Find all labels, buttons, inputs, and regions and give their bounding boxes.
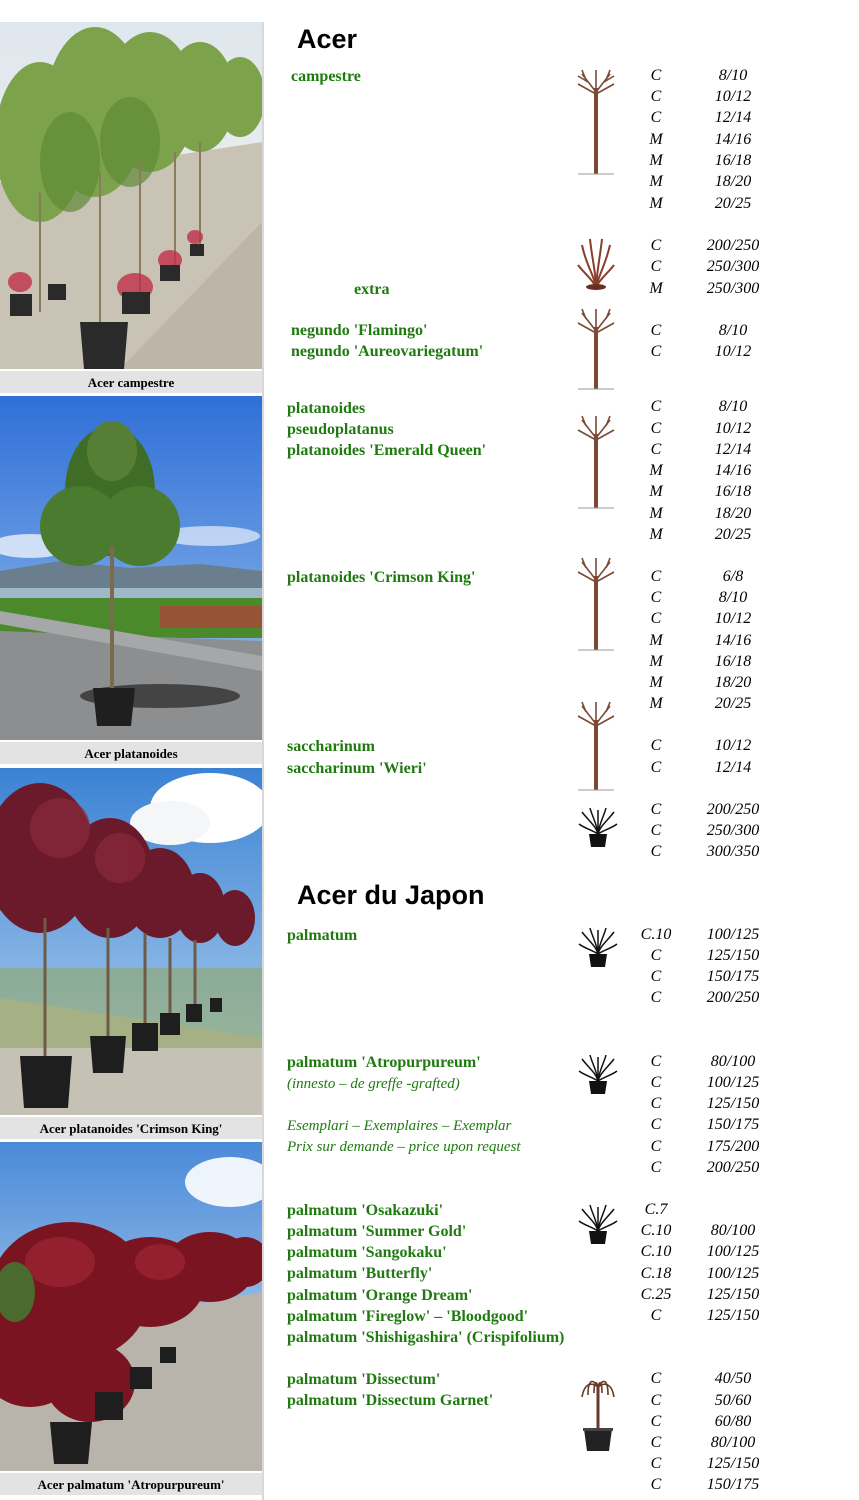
potted-shrub-icon bbox=[578, 1053, 618, 1100]
pot-code: C bbox=[650, 1434, 662, 1451]
pot-code: M bbox=[649, 674, 663, 691]
pot-code: C bbox=[650, 441, 662, 458]
variety-name: palmatum bbox=[287, 927, 358, 944]
specimen-note: Esemplari – Exemplaires – Exemplar bbox=[287, 1118, 512, 1134]
potted-shrub-icon bbox=[578, 806, 618, 853]
pot-code: M bbox=[649, 462, 663, 479]
size-range: 16/18 bbox=[714, 483, 752, 500]
variety-name: palmatum 'Sangokaku' bbox=[287, 1244, 447, 1261]
pot-code: C bbox=[650, 258, 662, 275]
pot-code: C bbox=[650, 1095, 662, 1112]
size-range: 8/10 bbox=[718, 398, 748, 415]
pot-code: C bbox=[650, 947, 662, 964]
photo-caption: Acer platanoides 'Crimson King' bbox=[0, 1117, 262, 1139]
pot-code: M bbox=[649, 173, 663, 190]
pot-code: C bbox=[650, 1370, 662, 1387]
pot-code: C bbox=[650, 1159, 662, 1176]
variety-name: palmatum 'Shishigashira' (Crispifolium) bbox=[287, 1329, 565, 1346]
photo-acer-crimson-king bbox=[0, 768, 262, 1115]
pot-code: C bbox=[650, 88, 662, 105]
size-range: 16/18 bbox=[714, 653, 752, 670]
multistem-tree-icon bbox=[576, 235, 616, 296]
size-range: 50/60 bbox=[714, 1392, 752, 1409]
potted-weeping-tree-icon bbox=[578, 1373, 618, 1458]
size-range: 250/300 bbox=[706, 280, 760, 297]
standard-tree-icon bbox=[574, 700, 618, 797]
variety-name: palmatum 'Orange Dream' bbox=[287, 1287, 473, 1304]
pot-code: M bbox=[649, 152, 663, 169]
standard-tree-icon bbox=[574, 556, 618, 657]
pot-code: C bbox=[650, 822, 662, 839]
size-range: 125/150 bbox=[706, 1286, 760, 1303]
potted-shrub-icon bbox=[578, 1203, 618, 1250]
size-range: 20/25 bbox=[714, 195, 752, 212]
pot-code: M bbox=[649, 526, 663, 543]
variety-name: saccharinum 'Wieri' bbox=[287, 760, 427, 777]
size-range: 60/80 bbox=[714, 1413, 752, 1430]
variety-name: palmatum 'Dissectum' bbox=[287, 1371, 441, 1388]
size-range: 14/16 bbox=[714, 632, 752, 649]
size-range: 10/12 bbox=[714, 343, 752, 360]
size-range: 18/20 bbox=[714, 173, 752, 190]
pot-code: C bbox=[650, 1307, 662, 1324]
pot-code: M bbox=[649, 195, 663, 212]
variety-name: extra bbox=[354, 281, 390, 298]
size-range: 200/250 bbox=[706, 801, 760, 818]
size-range: 125/150 bbox=[706, 1455, 760, 1472]
size-range: 20/25 bbox=[714, 526, 752, 543]
photo-caption: Acer campestre bbox=[0, 371, 262, 393]
pot-code: C bbox=[650, 589, 662, 606]
pot-code: C bbox=[650, 801, 662, 818]
size-range: 125/150 bbox=[706, 1307, 760, 1324]
size-range: 12/14 bbox=[714, 441, 752, 458]
size-range: 16/18 bbox=[714, 152, 752, 169]
size-range: 80/100 bbox=[710, 1053, 756, 1070]
size-range: 250/300 bbox=[706, 822, 760, 839]
size-range: 150/175 bbox=[706, 1476, 760, 1493]
variety-name: negundo 'Flamingo' bbox=[291, 322, 428, 339]
variety-name: palmatum 'Atropurpureum' bbox=[287, 1054, 481, 1071]
size-range: 100/125 bbox=[706, 1074, 760, 1091]
section-title-acer: Acer bbox=[297, 24, 358, 54]
size-range: 150/175 bbox=[706, 1116, 760, 1133]
size-range: 200/250 bbox=[706, 989, 760, 1006]
variety-name: palmatum 'Dissectum Garnet' bbox=[287, 1392, 494, 1409]
size-range: 125/150 bbox=[706, 947, 760, 964]
section-title-acer-du-japon: Acer du Japon bbox=[297, 880, 485, 910]
pot-code: C bbox=[650, 1392, 662, 1409]
pot-code: C.10 bbox=[640, 1243, 672, 1260]
price-note: Prix sur demande – price upon request bbox=[287, 1139, 521, 1155]
size-range: 100/125 bbox=[706, 1243, 760, 1260]
variety-name: palmatum 'Osakazuki' bbox=[287, 1202, 444, 1219]
pot-code: C bbox=[650, 843, 662, 860]
pot-code: C bbox=[650, 398, 662, 415]
size-range: 6/8 bbox=[722, 568, 744, 585]
pot-code: C bbox=[650, 1116, 662, 1133]
pot-code: C bbox=[650, 968, 662, 985]
pot-code: C bbox=[650, 1476, 662, 1493]
variety-name: campestre bbox=[291, 68, 361, 85]
size-range: 12/14 bbox=[714, 109, 752, 126]
size-range: 10/12 bbox=[714, 737, 752, 754]
size-range: 18/20 bbox=[714, 505, 752, 522]
pot-code: C.18 bbox=[640, 1265, 672, 1282]
pot-code: C.25 bbox=[640, 1286, 672, 1303]
size-range: 12/14 bbox=[714, 759, 752, 776]
pot-code: M bbox=[649, 505, 663, 522]
pot-code: C bbox=[650, 109, 662, 126]
pot-code: M bbox=[649, 632, 663, 649]
size-range: 200/250 bbox=[706, 1159, 760, 1176]
size-range: 175/200 bbox=[706, 1138, 760, 1155]
photo-acer-platanoides bbox=[0, 396, 262, 740]
size-range: 40/50 bbox=[714, 1370, 752, 1387]
size-range: 100/125 bbox=[706, 1265, 760, 1282]
pot-code: C bbox=[650, 737, 662, 754]
size-range: 20/25 bbox=[714, 695, 752, 712]
standard-tree-icon bbox=[574, 68, 618, 181]
photo-caption: Acer palmatum 'Atropurpureum' bbox=[0, 1473, 262, 1495]
size-range: 10/12 bbox=[714, 610, 752, 627]
pot-code: C.10 bbox=[640, 1222, 672, 1239]
size-range: 18/20 bbox=[714, 674, 752, 691]
potted-shrub-icon bbox=[578, 926, 618, 973]
size-range: 10/12 bbox=[714, 420, 752, 437]
size-range: 150/175 bbox=[706, 968, 760, 985]
photo-acer-campestre bbox=[0, 22, 262, 369]
size-range: 80/100 bbox=[710, 1434, 756, 1451]
photo-caption: Acer platanoides bbox=[0, 742, 262, 764]
pot-code: C bbox=[650, 237, 662, 254]
variety-name: platanoides 'Emerald Queen' bbox=[287, 442, 487, 459]
variety-name: pseudoplatanus bbox=[287, 421, 394, 438]
pot-code: M bbox=[649, 280, 663, 297]
pot-code: C bbox=[650, 1455, 662, 1472]
size-range: 14/16 bbox=[714, 462, 752, 479]
variety-name: platanoides 'Crimson King' bbox=[287, 569, 476, 586]
pot-code: C.7 bbox=[644, 1201, 668, 1218]
pot-code: C bbox=[650, 420, 662, 437]
variety-name: palmatum 'Fireglow' – 'Bloodgood' bbox=[287, 1308, 529, 1325]
variety-name: negundo 'Aureovariegatum' bbox=[291, 343, 484, 360]
pot-code: C bbox=[650, 759, 662, 776]
size-range: 8/10 bbox=[718, 322, 748, 339]
size-range: 8/10 bbox=[718, 589, 748, 606]
pot-code: C bbox=[650, 1074, 662, 1091]
standard-tree-icon bbox=[574, 414, 618, 515]
column-divider bbox=[262, 22, 264, 1500]
size-range: 300/350 bbox=[706, 843, 760, 860]
pot-code: C bbox=[650, 610, 662, 627]
size-range: 80/100 bbox=[710, 1222, 756, 1239]
size-range: 250/300 bbox=[706, 258, 760, 275]
pot-code: M bbox=[649, 483, 663, 500]
pot-code: C bbox=[650, 1138, 662, 1155]
pot-code: M bbox=[649, 695, 663, 712]
variety-name: palmatum 'Summer Gold' bbox=[287, 1223, 467, 1240]
pot-code: C.10 bbox=[640, 926, 672, 943]
pot-code: C bbox=[650, 343, 662, 360]
pot-code: C bbox=[650, 1053, 662, 1070]
size-range: 125/150 bbox=[706, 1095, 760, 1112]
variety-name: palmatum 'Butterfly' bbox=[287, 1265, 433, 1282]
photo-acer-palmatum bbox=[0, 1142, 262, 1471]
pot-code: M bbox=[649, 131, 663, 148]
size-range: 10/12 bbox=[714, 88, 752, 105]
variety-name: saccharinum bbox=[287, 738, 375, 755]
pot-code: C bbox=[650, 568, 662, 585]
standard-tree-icon bbox=[574, 307, 618, 396]
size-range: 100/125 bbox=[706, 926, 760, 943]
grafted-note: (innesto – de greffe -grafted) bbox=[287, 1076, 460, 1092]
pot-code: C bbox=[650, 322, 662, 339]
variety-name: platanoides bbox=[287, 400, 366, 417]
pot-code: C bbox=[650, 1413, 662, 1430]
pot-code: C bbox=[650, 989, 662, 1006]
size-range: 14/16 bbox=[714, 131, 752, 148]
pot-code: M bbox=[649, 653, 663, 670]
pot-code: C bbox=[650, 67, 662, 84]
size-range: 200/250 bbox=[706, 237, 760, 254]
size-range: 8/10 bbox=[718, 67, 748, 84]
